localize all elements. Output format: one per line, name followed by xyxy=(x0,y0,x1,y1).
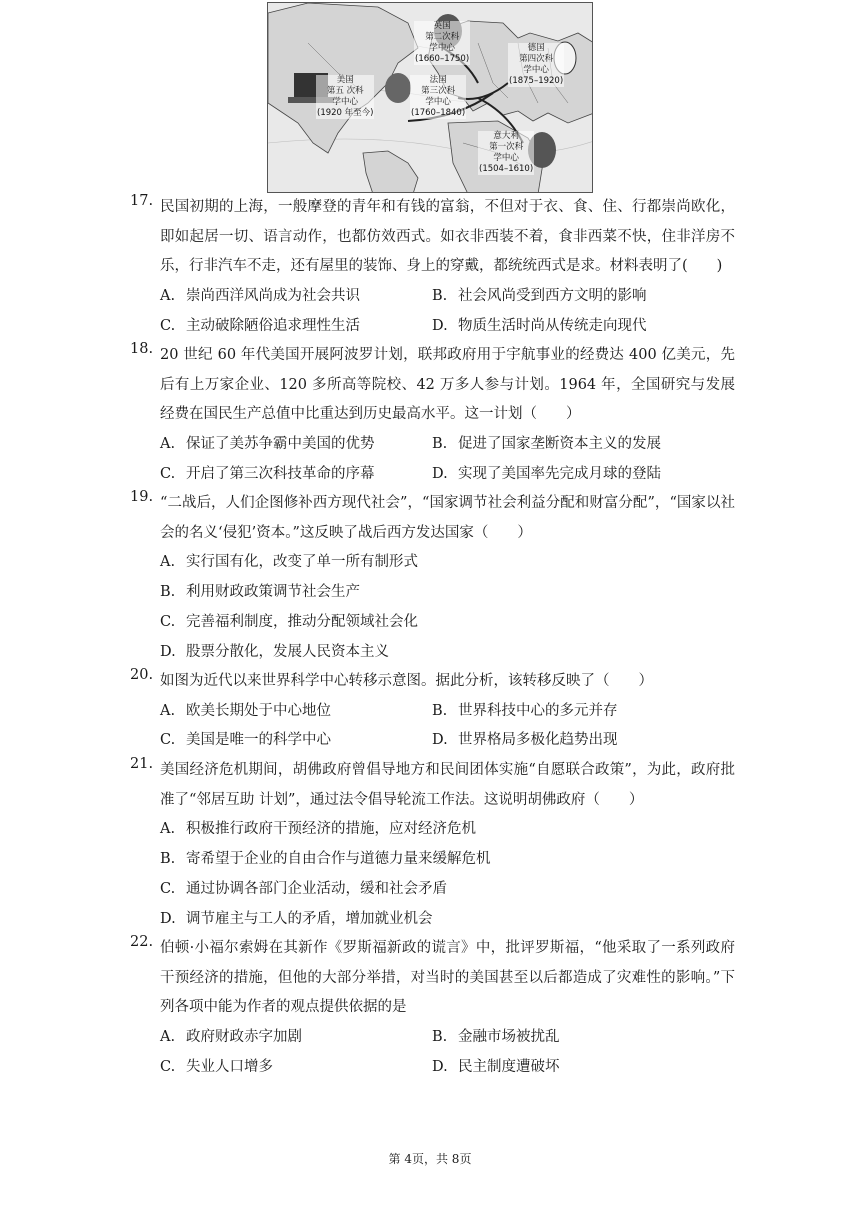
question-number: 21. xyxy=(130,756,154,772)
label-france: 法国 第三次科 学中心 (1760–1840) xyxy=(411,75,466,118)
option-b[interactable]: B. 促进了国家垄断资本主义的发展 xyxy=(432,436,661,453)
question-19 xyxy=(130,489,735,667)
question-number: 17. xyxy=(130,193,154,209)
option-b[interactable]: B. 社会风尚受到西方文明的影响 xyxy=(432,288,647,305)
option-b[interactable]: B. 金融市场被扰乱 xyxy=(432,1029,560,1046)
option-d[interactable]: D. 实现了美国率先完成月球的登陆 xyxy=(432,465,661,482)
option-a[interactable]: A. 积极推行政府干预经济的措施，应对经济危机 xyxy=(160,821,476,838)
option-b[interactable]: B. 世界科技中心的多元并存 xyxy=(432,702,618,719)
option-c[interactable]: C. 通过协调各部门企业活动，缓和社会矛盾 xyxy=(160,880,447,897)
question-stem: “二战后，人们企图修补西方现代社会”，“国家调节社会利益分配和财富分配”，“国家以社会的名义‘侵犯’资本。”这反映了战后西方发达国家（ ） xyxy=(160,495,735,541)
question-number: 20. xyxy=(130,667,154,683)
question-stem: 如图为近代以来世界科学中心转移示意图。据此分析，该转移反映了（ ） xyxy=(160,673,653,689)
option-b[interactable]: B. 利用财政政策调节社会生产 xyxy=(160,584,360,601)
question-stem: 美国经济危机期间，胡佛政府曾倡导地方和民间团体实施“自愿联合政策”，为此，政府批准了“邻居互助 计划”，通过法令倡导轮流工作法。这说明胡佛政府（ ） xyxy=(160,762,735,808)
question-17 xyxy=(130,193,735,342)
label-usa: 美国 第五 次科 学中心 (1920 年至今) xyxy=(317,75,374,118)
option-c[interactable]: C. 失业人口增多 xyxy=(160,1058,273,1075)
option-c[interactable]: C. 美国是唯一的科学中心 xyxy=(160,732,331,749)
option-d[interactable]: D. 民主制度遭破坏 xyxy=(432,1058,560,1075)
option-a[interactable]: A. 崇尚西洋风尚成为社会共识 xyxy=(160,288,360,305)
option-b[interactable]: B. 寄希望于企业的自由合作与道德力量来缓解危机 xyxy=(160,851,491,868)
question-number: 19. xyxy=(130,489,154,505)
option-d[interactable]: D. 世界格局多极化趋势出现 xyxy=(432,732,618,749)
option-c[interactable]: C. 完善福利制度，推动分配领域社会化 xyxy=(160,613,418,630)
question-stem: 民国初期的上海，一般摩登的青年和有钱的富翁，不但对于衣、食、住、行都崇尚欧化，即如起居一切、语言动作，也都仿效西式。如衣非西装不着，食非西菜不快，住非洋房不乐，行非汽车不走，还有屋里的装饰、身上的穿戴，都统统西式是求。材料表明了( ) xyxy=(160,199,735,275)
label-germany: 德国 第四次科 学中心 (1875–1920) xyxy=(509,43,564,86)
lavoisier-portrait xyxy=(385,73,411,103)
question-18 xyxy=(130,341,735,490)
question-20 xyxy=(130,667,735,756)
question-21 xyxy=(130,756,735,934)
question-stem: 20 世纪 60 年代美国开展阿波罗计划，联邦政府用于宇航事业的经费达 400 亿美元，先后有上万家企业、120 多所高等院校、42 万多人参与计划。1964 年，全国研究与发展经费在国民生产总值中比重达到历史最高水平。这一计划（ ） xyxy=(160,347,735,423)
option-c[interactable]: C. 开启了第三次科技革命的序幕 xyxy=(160,465,375,482)
option-a[interactable]: A. 保证了美苏争霸中美国的优势 xyxy=(160,436,375,453)
question-stem: 伯顿·小福尔索姆在其新作《罗斯福新政的谎言》中，批评罗斯福，“他采取了一系列政府干预经济的措施，但他的大部分举措，对当时的美国甚至以后都造成了灾难性的影响。”下列各项中能为作者的观点提供依据的是 xyxy=(160,940,735,1016)
question-number: 22. xyxy=(130,934,154,950)
page-footer: 第 4页，共 8页 xyxy=(388,1152,472,1166)
question-number: 18. xyxy=(130,341,154,357)
option-c[interactable]: C. 主动破除陋俗追求理性生活 xyxy=(160,317,360,334)
option-d[interactable]: D. 股票分散化，发展人民资本主义 xyxy=(160,643,389,660)
option-a[interactable]: A. 政府财政赤字加剧 xyxy=(160,1029,302,1046)
option-d[interactable]: D. 物质生活时尚从传统走向现代 xyxy=(432,317,647,334)
option-a[interactable]: A. 实行国有化，改变了单一所有制形式 xyxy=(160,554,418,571)
option-a[interactable]: A. 欧美长期处于中心地位 xyxy=(160,702,331,719)
label-england: 英国 第二次科 学中心 (1660–1750) xyxy=(415,21,470,64)
label-italy: 意大利 第一次科 学中心 (1504–1610) xyxy=(479,131,534,174)
science-center-map xyxy=(267,2,593,193)
question-22 xyxy=(130,934,735,1083)
option-d[interactable]: D. 调节雇主与工人的矛盾，增加就业机会 xyxy=(160,910,433,927)
